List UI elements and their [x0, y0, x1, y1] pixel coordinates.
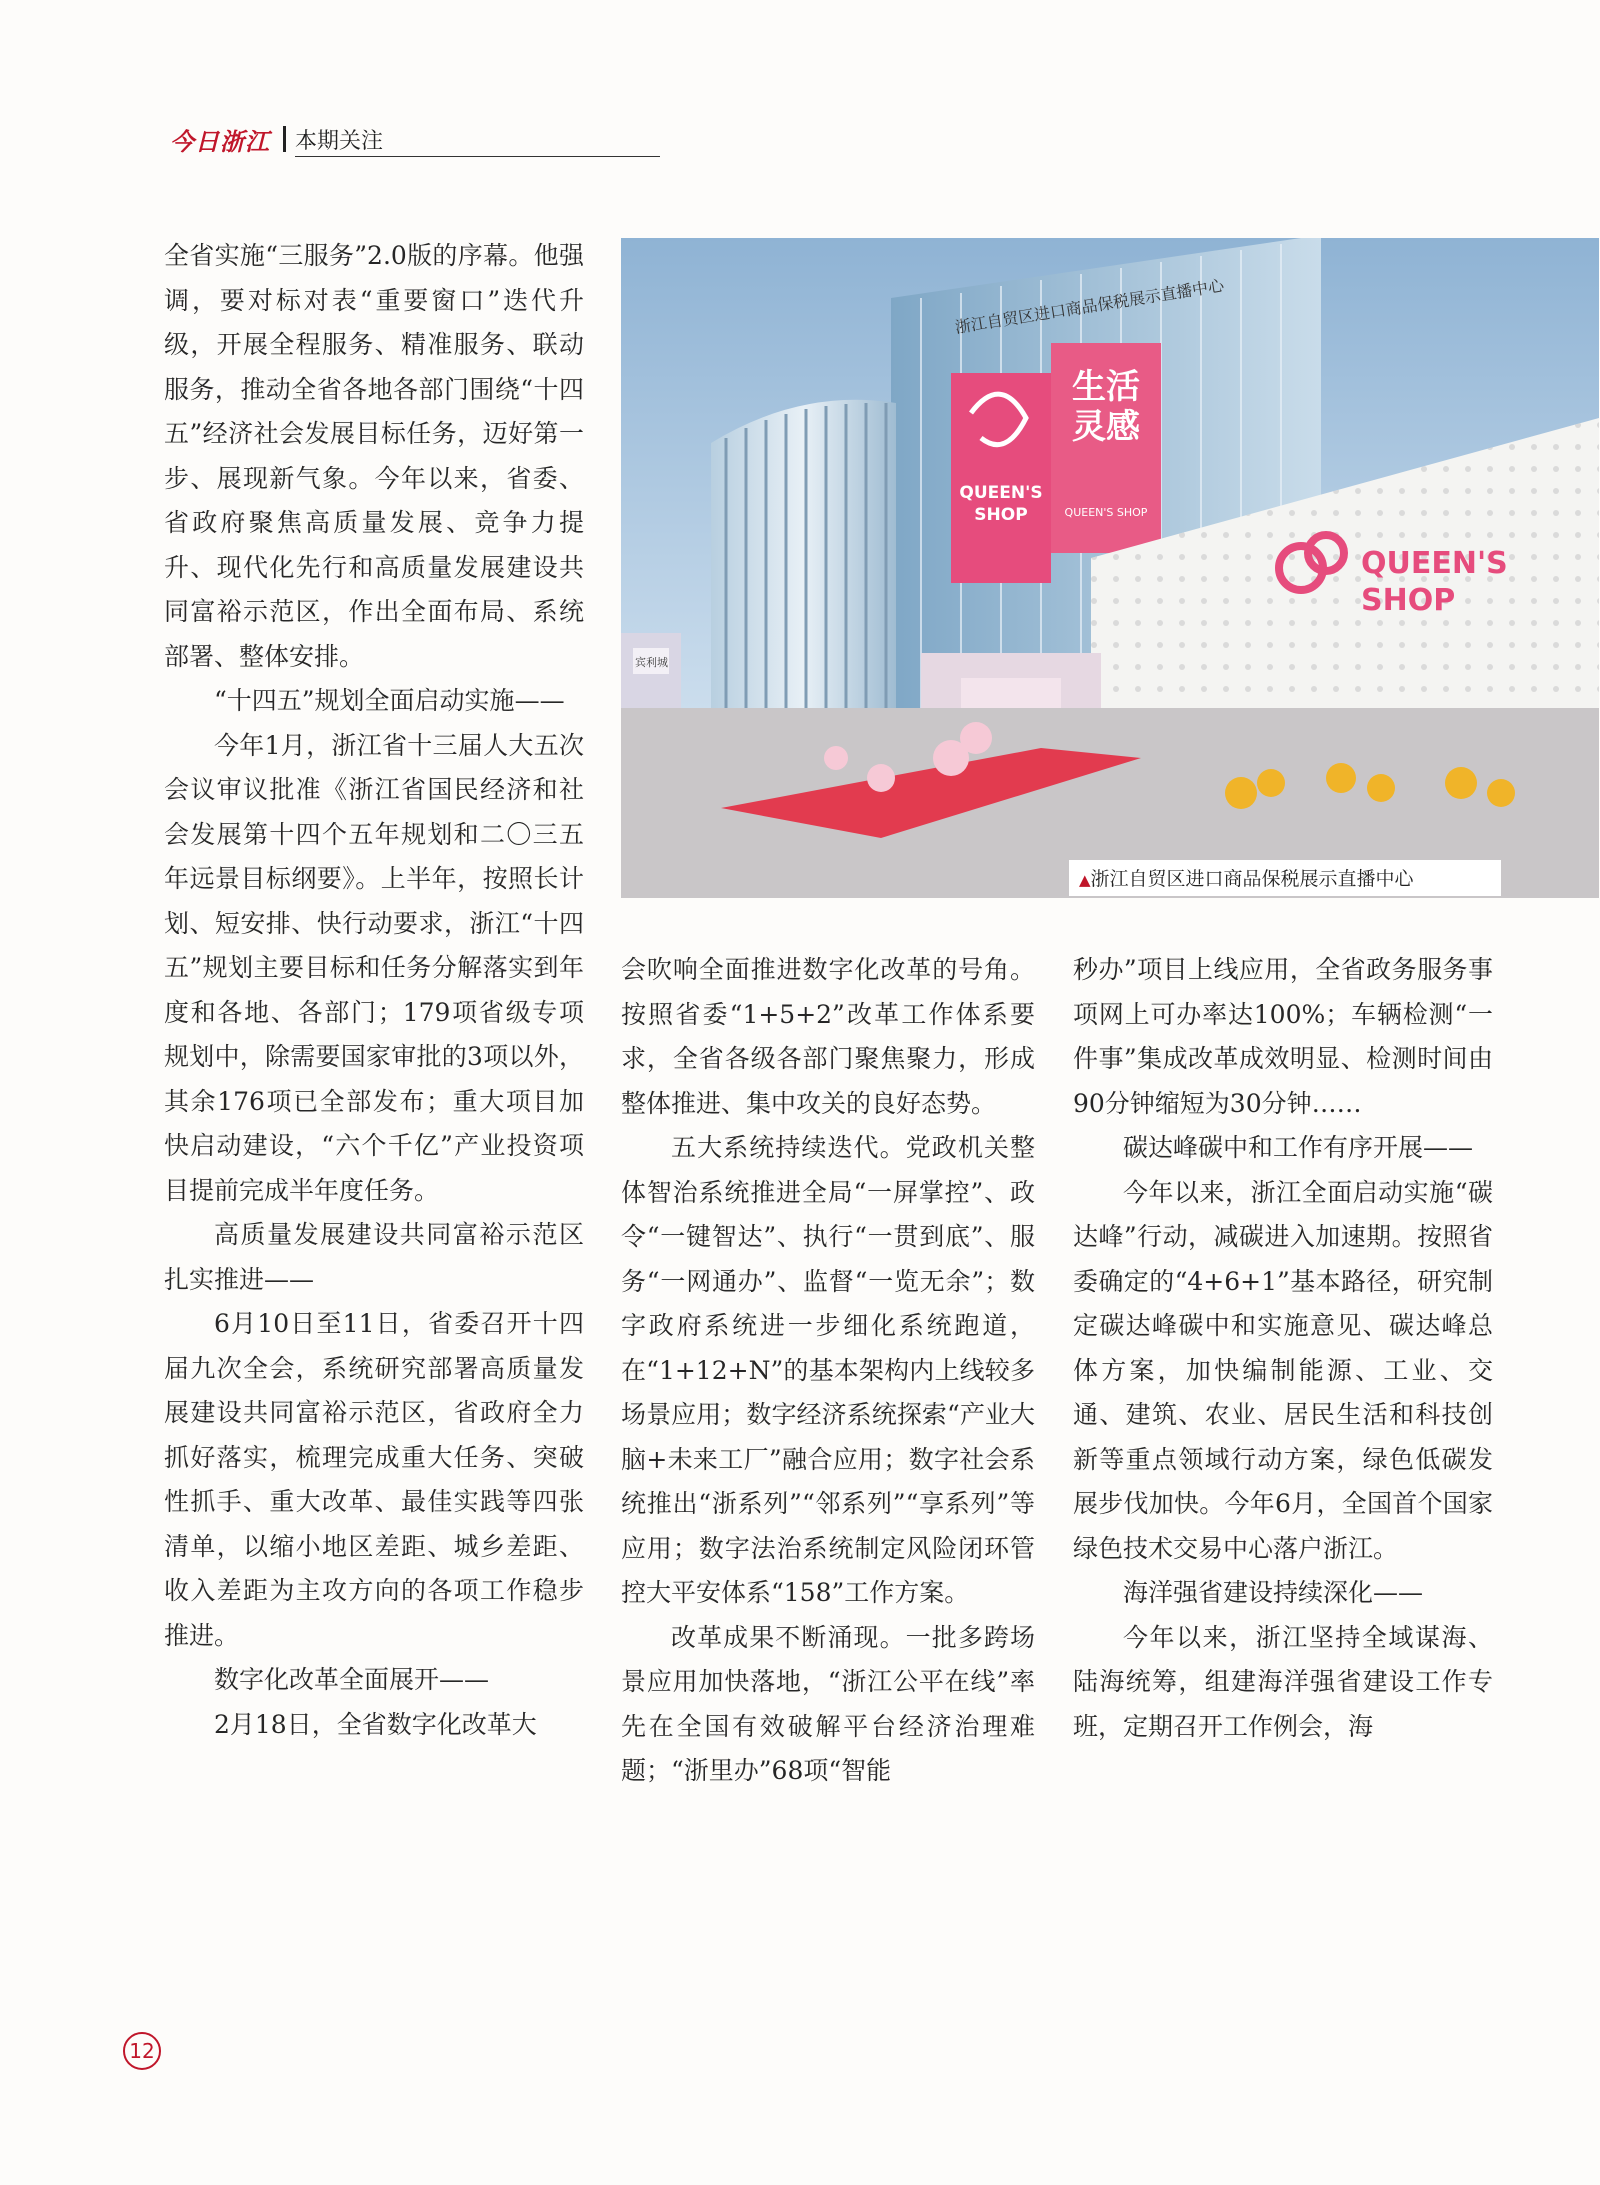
caption-box	[1069, 860, 1501, 896]
facade-line2: SHOP	[1361, 583, 1456, 618]
paragraph: 今年1月，浙江省十三届人大五次会议审议批准《浙江省国民经济和社会发展第十四个五年规划和二〇三五年远景目标纲要》。上半年，按照长计划、短安排、快行动要求，浙江“十四五”规划主要目标和任务分解落实到年度和各地、各部门；179项省级专项规划中，除需要国家审批的3项以外，其余176项已全部发布；重大项目加快启动建设，“六个千亿”产业投资项目提前完成半年度任务。	[164, 730, 584, 1205]
side-sign-text: 宾利城	[635, 656, 668, 669]
paragraph: 改革成果不断涌现。一批多跨场景应用加快落地，“浙江公平在线”率先在全国有效破解平台经济治理难题；“浙里办”68项“智能	[621, 1622, 1035, 1785]
page-number: 12	[123, 2032, 161, 2070]
caption-marker-icon: ▲	[1079, 871, 1091, 889]
paragraph: 秒办”项目上线应用，全省政务服务事项网上可办率达100%；车辆检测“一件事”集成改革成效明显、检测时间由90分钟缩短为30分钟……	[1073, 955, 1493, 1118]
paragraph: 6月10日至11日，省委召开十四届九次全会，系统研究部署高质量发展建设共同富裕示范区，省政府全力抓好落实，梳理完成重大任务、突破性抓手、重大改革、最佳实践等四张清单，以缩小地区差距、城乡差距、收入差距为主攻方向的各项工作稳步推进。	[164, 1309, 584, 1650]
section-title: 本期关注	[295, 129, 384, 154]
subheading: 海洋强省建设持续深化——	[1123, 1578, 1424, 1607]
text-column-1	[164, 234, 584, 1747]
building-photo	[621, 238, 1599, 898]
subheading: 数字化改革全面展开——	[214, 1665, 490, 1694]
text-column-2	[621, 948, 1035, 1794]
paragraph: 2月18日，全省数字化改革大	[214, 1709, 537, 1739]
banner2-line2: 灵感	[1072, 407, 1140, 447]
photo-caption	[1079, 864, 1414, 891]
facade-line1: QUEEN'S	[1361, 546, 1508, 581]
page-header	[150, 120, 510, 160]
banner2-small: QUEEN'S SHOP	[1064, 506, 1148, 519]
subheading: 碳达峰碳中和工作有序开展——	[1123, 1133, 1474, 1162]
paragraph: 全省实施“三服务”2.0版的序幕。他强调，要对标对表“重要窗口”迭代升级，开展全程服务、精准服务、联动服务，推动全省各地各部门围绕“十四五”经济社会发展目标任务，迈好第一步、展现新气象。今年以来，省委、省政府聚焦高质量发展、竞争力提升、现代化先行和高质量发展建设共同富裕示范区，作出全面布局、系统部署、整体安排。	[164, 241, 584, 671]
paragraph: 五大系统持续迭代。党政机关整体智治系统推进全局“一屏掌控”、政令“一键智达”、执行“一贯到底”、服务“一网通办”、监督“一览无余”；数字政府系统进一步细化系统跑道，在“1+12+N”的基本架构内上线较多场景应用；数字经济系统探索“产业大脑+未来工厂”融合应用；数字社会系统推出“浙系列”“邻系列”“享系列”等应用；数字法治系统制定风险闭环管控大平安体系“158”工作方案。	[621, 1133, 1035, 1607]
subheading: “十四五”规划全面启动实施——	[214, 686, 565, 715]
paragraph: 今年以来，浙江全面启动实施“碳达峰”行动，减碳进入加速期。按照省委确定的“4+6+1”基本路径，研究制定碳达峰碳中和实施意见、碳达峰总体方案，加快编制能源、工业、交通、建筑、农业、居民生活和科技创新等重点领域行动方案，绿色低碳发展步伐加快。今年6月，全国首个国家绿色技术交易中心落户浙江。	[1073, 1177, 1493, 1563]
header-divider	[283, 126, 286, 152]
header-underline	[295, 156, 660, 157]
rooftop-text: 浙江自贸区进口商品保税展示直播中心	[953, 275, 1226, 337]
banner2-line1: 生活	[1072, 367, 1140, 407]
banner1-line2: SHOP	[974, 505, 1028, 525]
text-column-3	[1073, 948, 1493, 1749]
caption-text: 浙江自贸区进口商品保税展示直播中心	[1090, 868, 1414, 890]
banner1-line1: QUEEN'S	[959, 483, 1043, 503]
subheading: 高质量发展建设共同富裕示范区扎实推进——	[164, 1220, 584, 1294]
brand-logo: 今日浙江	[170, 128, 270, 156]
paragraph: 会吹响全面推进数字化改革的号角。按照省委“1+5+2”改革工作体系要求，全省各级各部门聚焦聚力，形成整体推进、集中攻关的良好态势。	[621, 955, 1035, 1118]
paragraph: 今年以来，浙江坚持全域谋海、陆海统筹，组建海洋强省建设工作专班，定期召开工作例会，海	[1073, 1622, 1493, 1741]
